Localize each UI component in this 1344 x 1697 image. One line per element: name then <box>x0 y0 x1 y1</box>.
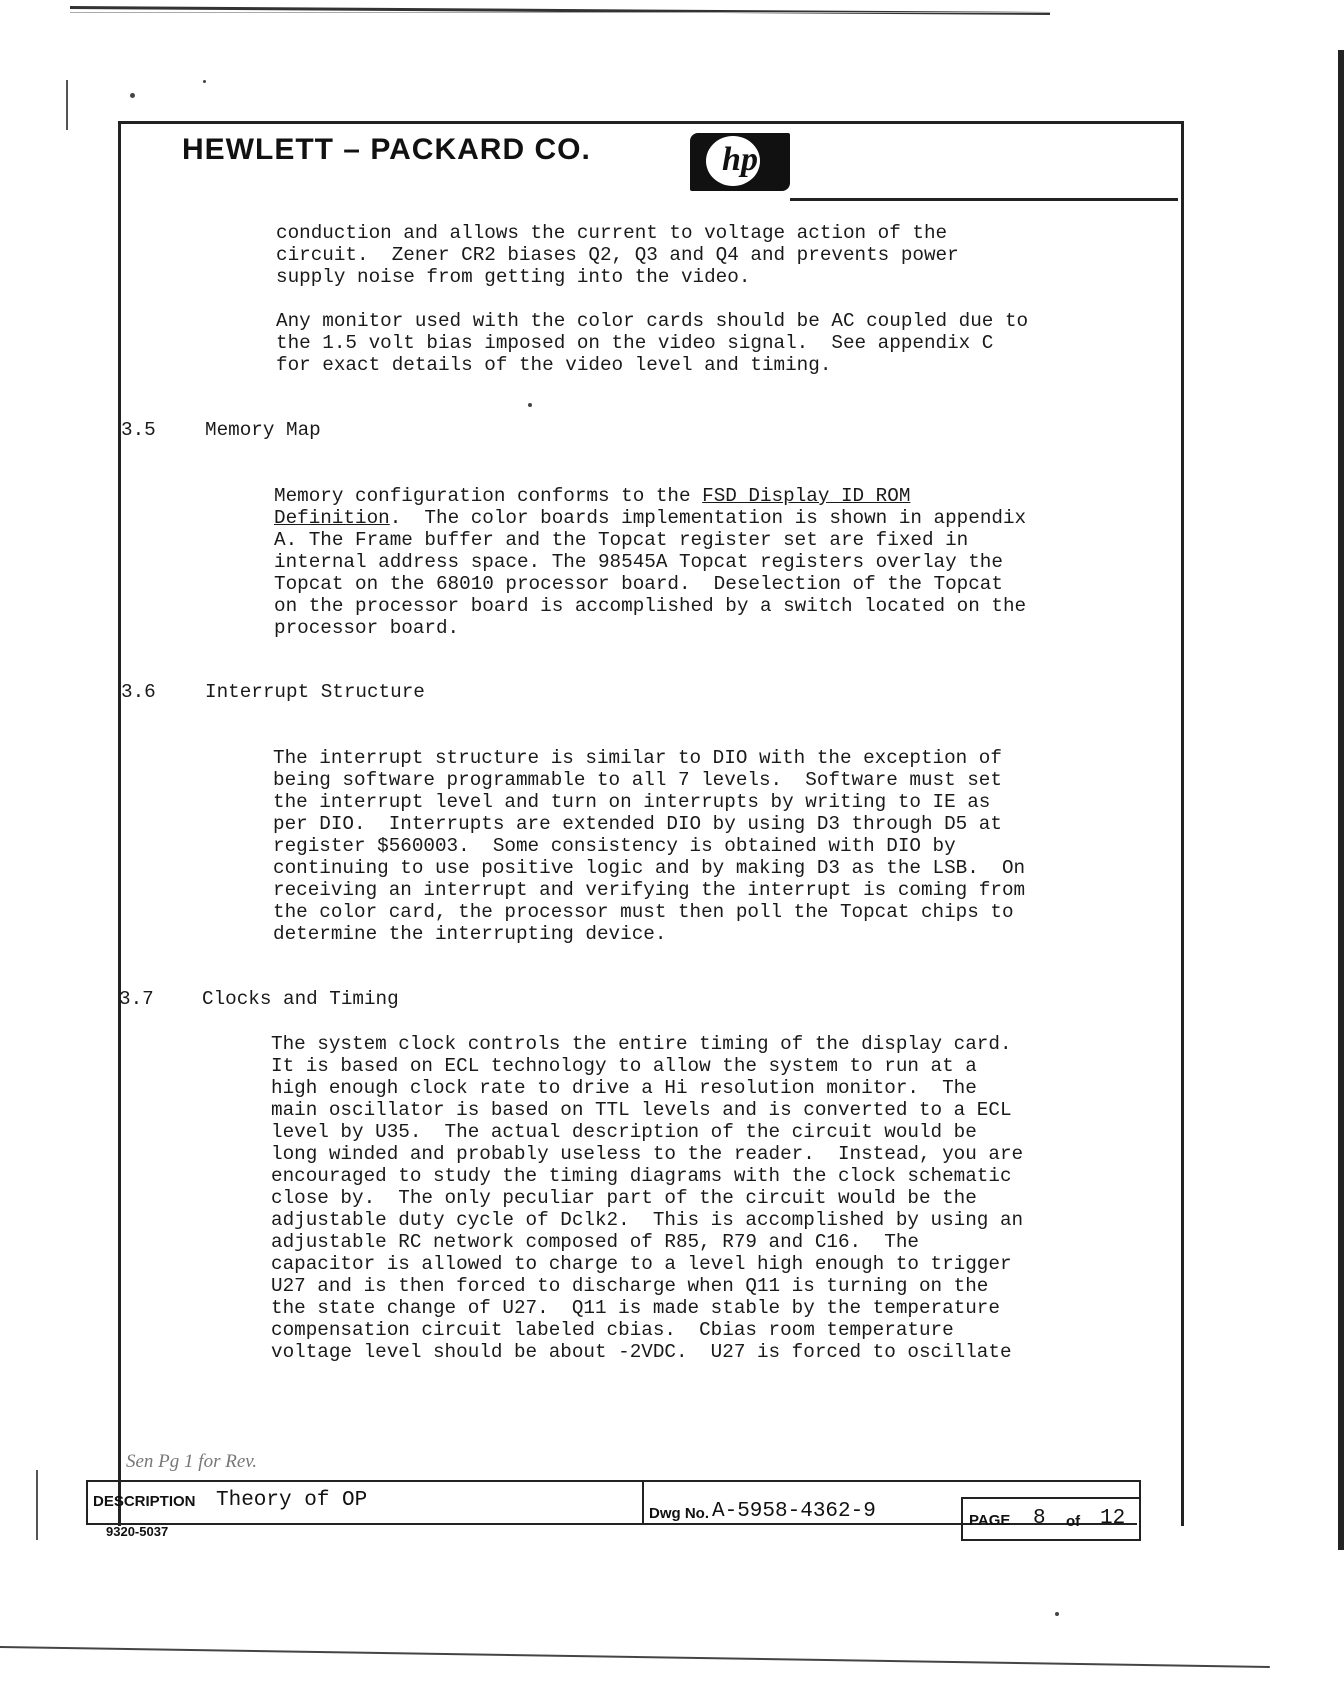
of-label: of <box>1066 1513 1081 1530</box>
section-title: Clocks and Timing <box>202 988 399 1010</box>
document-reference: FSD Display ID ROM Definition <box>274 485 911 529</box>
scan-edge-top <box>70 6 1050 15</box>
section-number: 3.6 <box>121 681 156 703</box>
intro-paragraph-1: conduction and allows the current to voltage action of the circuit. Zener CR2 biases Q2, Q3 and Q4 and prevents power supply noise from getting into the video. <box>276 222 959 288</box>
section-title: Memory Map <box>205 419 321 441</box>
description-label: DESCRIPTION <box>93 1493 196 1510</box>
scan-edge-bottom <box>0 1646 1270 1668</box>
header-rule <box>790 198 1178 201</box>
page-total: 12 <box>1100 1507 1126 1530</box>
page-number: 8 <box>1033 1507 1046 1530</box>
section-body: The interrupt structure is similar to DIO with the exception of being software programmable to all 7 levels. Software must set the interrupt level and turn on interrupts by writing to IE as per DIO. Interrupts are extended DIO by using D3 through D5 at register $560003. Some consistency is obtained with DIO by continuing to use positive logic and by making D3 as the LSB. On receiving an interrupt and verifying the interrupt is coming from the color card, the processor must then poll the Topcat chips to determine the interrupting device. <box>273 747 1026 945</box>
scan-speck <box>130 93 135 98</box>
section-number: 3.7 <box>119 988 154 1010</box>
scan-edge-right <box>1338 50 1344 1550</box>
logo-text: hp <box>722 141 758 178</box>
scan-edge-top-faint <box>70 12 1050 13</box>
form-number: 9320-5037 <box>106 1524 169 1539</box>
title-block-divider <box>642 1480 644 1523</box>
page-label: PAGE <box>969 1512 1011 1529</box>
section-body <box>274 485 1026 639</box>
section-number: 3.5 <box>121 419 156 441</box>
body-text: . The color boards implementation is shown in appendix A. The Frame buffer and the Topcat register set are fixed in internal address space. The 98545A Topcat registers overlay the Topcat on the 68010 processor board. Deselection of the Topcat on the processor board is accomplished by a switch located on the processor board. <box>274 507 1027 639</box>
scan-speck <box>1055 1612 1059 1616</box>
company-name: HEWLETT – PACKARD CO. <box>182 133 591 166</box>
section-title: Interrupt Structure <box>205 681 425 703</box>
hp-logo-icon <box>690 133 790 191</box>
intro-paragraph-2: Any monitor used with the color cards should be AC coupled due to the 1.5 volt bias imposed on the video signal. See appendix C for exact details of the video level and timing. <box>276 310 1029 376</box>
dwg-label: Dwg No. <box>649 1505 709 1522</box>
scan-speck <box>203 80 206 83</box>
dwg-number: A-5958-4362-9 <box>712 1500 876 1523</box>
handwritten-note: Sen Pg 1 for Rev. <box>126 1451 258 1472</box>
section-body: The system clock controls the entire timing of the display card. It is based on ECL technology to allow the system to run at a high enough clock rate to drive a Hi resolution monitor. The main oscillator is based on TTL levels and is converted to a ECL level by U35. The actual description of the circuit would be long winded and probably useless to the reader. Instead, you are encouraged to study the timing diagrams with the clock schematic close by. The only peculiar part of the circuit would be the adjustable duty cycle of Dclk2. This is accomplished by using an adjustable RC network composed of R85, R79 and C16. The capacitor is allowed to charge to a level high enough to trigger U27 and is then forced to discharge when Q11 is turning on the the state change of U27. Q11 is made stable by the temperature compensation circuit labeled cbias. Cbias room temperature voltage level should be about -2VDC. U27 is forced to oscillate <box>271 1033 1024 1363</box>
body-text: Memory configuration conforms to the <box>274 485 703 507</box>
description-value: Theory of OP <box>216 1489 368 1512</box>
scan-mark-left <box>66 80 68 130</box>
scan-mark-left-lower <box>36 1470 38 1540</box>
